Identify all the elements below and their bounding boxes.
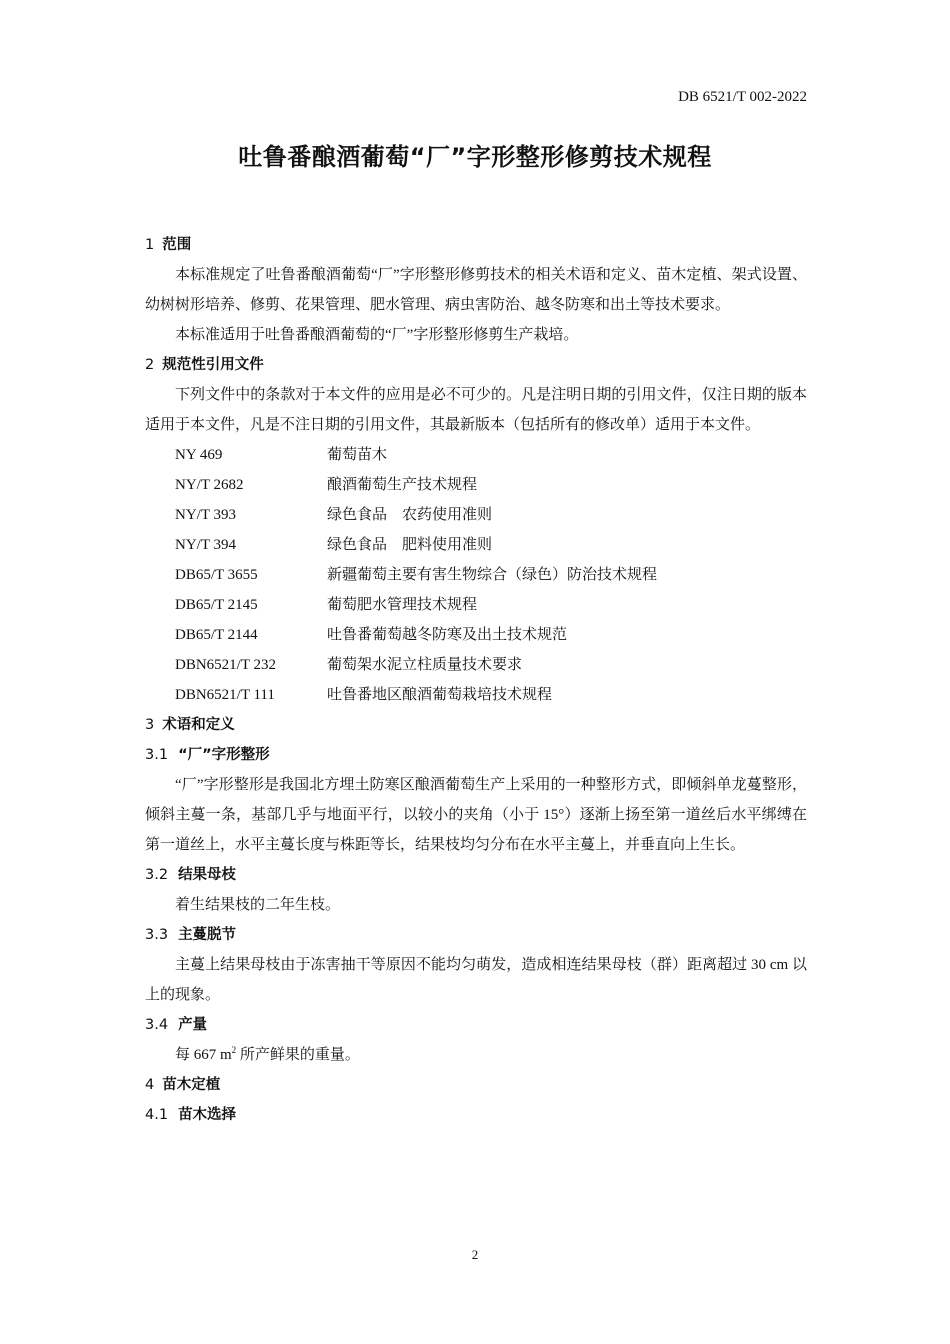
subsection-heading — [145, 920, 807, 950]
subsection-title: 结果母枝 — [178, 867, 237, 883]
reference-item — [145, 560, 807, 590]
reference-item — [145, 650, 807, 680]
section-title: 规范性引用文件 — [162, 357, 264, 373]
reference-name: 酿酒葡萄生产技术规程 — [327, 477, 478, 493]
reference-item — [145, 530, 807, 560]
section-title: 术语和定义 — [162, 717, 235, 733]
paragraph: 本标准规定了吐鲁番酿酒葡萄“厂”字形整形修剪技术的相关术语和定义、苗木定植、架式设置、幼树树形培养、修剪、花果管理、肥水管理、病虫害防治、越冬防寒和出土等技术要求。 — [145, 267, 807, 313]
subsection-number: 4.1 — [145, 1107, 169, 1123]
reference-code: DBN6521/T 232 — [175, 657, 276, 673]
subsection-number: 3.4 — [145, 1017, 169, 1033]
paragraph: 本标准适用于吐鲁番酿酒葡萄的“厂”字形整形修剪生产栽培。 — [175, 327, 579, 343]
reference-list — [145, 440, 807, 710]
reference-code: NY 469 — [175, 447, 223, 463]
section-heading — [145, 350, 807, 380]
subsection-heading — [145, 860, 807, 890]
reference-item — [145, 680, 807, 710]
reference-name: 新疆葡萄主要有害生物综合（绿色）防治技术规程 — [327, 567, 658, 583]
subsection-title: 主蔓脱节 — [178, 927, 237, 943]
subsection-heading — [145, 740, 807, 770]
reference-code: NY/T 394 — [175, 537, 236, 553]
reference-name: 绿色食品 农药使用准则 — [327, 507, 493, 523]
standard-code: DB 6521/T 002-2022 — [678, 89, 807, 105]
subsection-heading — [145, 1010, 807, 1040]
paragraph: 下列文件中的条款对于本文件的应用是必不可少的。凡是注明日期的引用文件，仅注日期的版本适用于本文件，凡是不注日期的引用文件，其最新版本（包括所有的修改单）适用于本文件。 — [145, 387, 807, 433]
text-fragment: 每 667 m — [175, 1047, 232, 1063]
reference-name: 葡萄苗木 — [327, 447, 388, 463]
document-title: 吐鲁番酿酒葡萄“厂”字形整形修剪技术规程 — [238, 143, 712, 171]
section-heading — [145, 710, 807, 740]
subsection-heading — [145, 1100, 807, 1130]
subsection-title: 产量 — [178, 1017, 208, 1033]
superscript: 2 — [231, 1045, 237, 1055]
reference-name: 葡萄架水泥立柱质量技术要求 — [327, 657, 523, 673]
subsection-number: 3.3 — [145, 927, 169, 943]
reference-code: NY/T 393 — [175, 507, 236, 523]
section-heading — [145, 230, 807, 260]
reference-item — [145, 470, 807, 500]
reference-name: 葡萄肥水管理技术规程 — [327, 597, 478, 613]
paragraph: “厂”字形整形是我国北方埋土防寒区酿酒葡萄生产上采用的一种整形方式，即倾斜单龙蔓整形，倾斜主蔓一条，基部几乎与地面平行，以较小的夹角（小于 15°）逐渐上扬至第一道丝后水平绑缚在第一道丝上，水平主蔓长度与株距等长，结果枝均匀分布在水平主蔓上，并垂直向上生长。 — [145, 777, 807, 853]
reference-name: 吐鲁番葡萄越冬防寒及出土技术规范 — [327, 627, 568, 643]
subsection-number: 3.2 — [145, 867, 169, 883]
section-number: 3 — [145, 717, 155, 733]
reference-item — [145, 500, 807, 530]
reference-item — [145, 440, 807, 470]
reference-name: 绿色食品 肥料使用准则 — [327, 537, 493, 553]
section-title: 范围 — [162, 237, 192, 253]
reference-item — [145, 620, 807, 650]
reference-code: DB65/T 2145 — [175, 597, 258, 613]
reference-item — [145, 590, 807, 620]
section-heading — [145, 1070, 807, 1100]
document-body — [145, 230, 807, 1130]
subsection-title: 苗木选择 — [178, 1107, 237, 1123]
reference-code: NY/T 2682 — [175, 477, 244, 493]
section-number: 4 — [145, 1077, 155, 1093]
text-fragment: 所产鲜果的重量。 — [236, 1047, 360, 1063]
paragraph: 着生结果枝的二年生枝。 — [175, 897, 341, 913]
reference-code: DB65/T 3655 — [175, 567, 258, 583]
section-title: 苗木定植 — [162, 1077, 221, 1093]
page-number: 2 — [471, 1247, 479, 1262]
reference-name: 吐鲁番地区酿酒葡萄栽培技术规程 — [327, 687, 553, 703]
section-number: 2 — [145, 357, 155, 373]
paragraph: 主蔓上结果母枝由于冻害抽干等原因不能均匀萌发，造成相连结果母枝（群）距离超过 30 cm 以上的现象。 — [145, 957, 807, 1003]
reference-code: DB65/T 2144 — [175, 627, 258, 643]
subsection-number: 3.1 — [145, 747, 169, 763]
paragraph — [145, 1040, 807, 1070]
subsection-title: “厂”字形整形 — [178, 747, 270, 763]
reference-code: DBN6521/T 111 — [175, 687, 275, 703]
section-number: 1 — [145, 237, 155, 253]
